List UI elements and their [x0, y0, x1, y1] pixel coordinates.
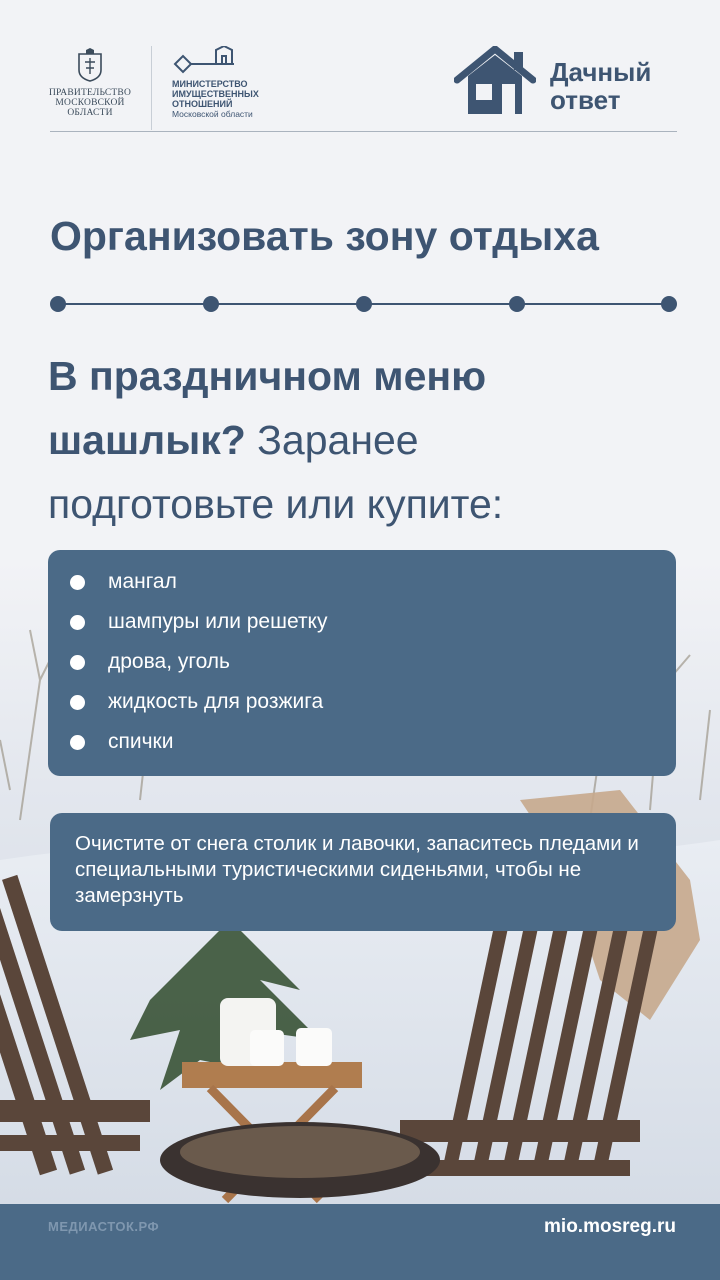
ministry-name-line-3: ОТНОШЕНИЙ [172, 99, 233, 109]
bullet-icon [70, 735, 85, 750]
header-underline [50, 131, 677, 132]
ministry-name-line-2: ИМУЩЕСТВЕННЫХ [172, 89, 259, 99]
checklist-box [48, 550, 676, 776]
page-title: Организовать зону отдыха [50, 213, 599, 259]
checklist-item [48, 646, 676, 686]
government-name-line-2: МОСКОВСКОЙ [55, 98, 125, 108]
dachny-otvet-title [550, 58, 690, 114]
coat-of-arms-icon [77, 48, 103, 82]
dachny-otvet-line-2: ответ [550, 85, 621, 115]
footer [0, 1204, 720, 1280]
ministry-region: Московской области [172, 109, 253, 119]
checklist-item [48, 686, 676, 726]
headline [48, 344, 688, 536]
timeline-dot [509, 296, 525, 312]
timeline-dot [356, 296, 372, 312]
tip-box [50, 813, 676, 931]
tip-text: Очистите от снега столик и лавочки, запаситесь пледами и специальными туристическими сиденьями, чтобы не замерзнуть [75, 832, 639, 907]
checklist-item-text: жидкость для розжига [108, 690, 324, 713]
headline-bold-2: шашлык? [48, 417, 246, 463]
checklist-item [48, 566, 676, 606]
ministry-name-line-1: МИНИСТЕРСТВО [172, 79, 248, 89]
bullet-icon [70, 615, 85, 630]
checklist-item [48, 606, 676, 646]
checklist-item-text: дрова, уголь [108, 650, 230, 673]
timeline-dot [203, 296, 219, 312]
key-icon [172, 46, 236, 76]
government-name [48, 88, 132, 118]
bullet-icon [70, 575, 85, 590]
headline-regular-2: подготовьте или купите: [48, 481, 504, 527]
checklist-item [48, 726, 676, 766]
headline-regular-1: Заранее [245, 417, 419, 463]
checklist-item-text: мангал [108, 570, 177, 593]
progress-timeline [50, 292, 680, 316]
government-name-line-1: ПРАВИТЕЛЬСТВО [48, 88, 132, 98]
government-logo [48, 48, 132, 118]
header-divider [151, 46, 152, 130]
headline-bold-1: В праздничном меню [48, 353, 487, 399]
timeline-dot [661, 296, 677, 312]
house-icon [454, 46, 536, 116]
checklist-item-text: спички [108, 730, 174, 753]
ministry-logo [172, 46, 322, 119]
dachny-otvet-line-1: Дачный [550, 57, 652, 87]
dachny-otvet-logo [454, 46, 684, 118]
footer-website-link[interactable]: mio.mosreg.ru [544, 1216, 676, 1237]
checklist [48, 550, 676, 766]
bullet-icon [70, 695, 85, 710]
timeline-dot [50, 296, 66, 312]
footer-source: МЕДИАСТОК.РФ [48, 1219, 160, 1234]
checklist-item-text: шампуры или решетку [108, 610, 328, 633]
bullet-icon [70, 655, 85, 670]
government-name-line-3: ОБЛАСТИ [67, 108, 113, 118]
